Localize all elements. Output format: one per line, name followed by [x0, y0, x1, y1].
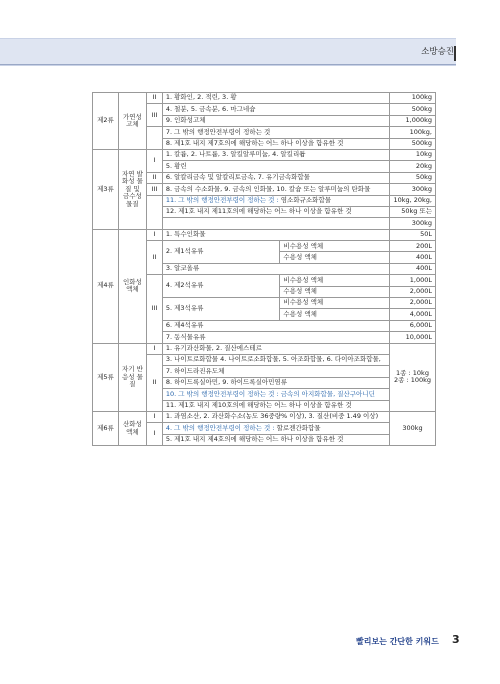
header-tick — [454, 46, 456, 61]
qty-cell: 10kg, 20kg, — [390, 195, 436, 206]
qty-line: 2종 : 100kg — [393, 376, 432, 385]
qty-cell: 200L — [390, 241, 436, 252]
items-cell: 7. 그 밖의 행정안전부령이 정하는 것 — [162, 127, 389, 138]
items-cell: 3. 나이트로화합물 4. 나이트로소화합물, 5. 아조화합물, 6. 다이아조화합물, — [162, 354, 389, 365]
header-divider — [0, 64, 456, 65]
grade-cell: II — [146, 93, 162, 104]
qty-cell: 300kg — [390, 411, 436, 445]
qty-cell: 50kg — [390, 172, 436, 183]
qty-cell: 500kg — [390, 138, 436, 149]
grade-cell: I — [146, 411, 162, 422]
page-number: 3 — [452, 633, 460, 646]
items-cell: 11. 제1호 내지 제10호의에 해당하는 어느 하나 이상을 함유한 것 — [162, 400, 389, 411]
items-cell: 3. 알코올류 — [162, 263, 389, 274]
class-cell: 제6류 — [93, 411, 119, 445]
grade-cell: I — [146, 423, 162, 446]
items-cell: 1. 과염소산, 2. 과산화수소(농도 36중량% 이상), 3. 질산(비중 1.49 이상) — [162, 411, 389, 422]
qty-cell: 10,000L — [390, 332, 436, 343]
grade-cell: III — [146, 275, 162, 343]
grade-cell: I — [146, 229, 162, 240]
qty-cell: 10kg — [390, 149, 436, 160]
qty-cell: 300kg — [390, 184, 436, 195]
items-cell: 1. 특수인화물 — [162, 229, 389, 240]
grade-cell: III — [146, 104, 162, 127]
sub-cell: 수용성 액체 — [280, 252, 390, 263]
qty-cell: 400L — [390, 252, 436, 263]
qty-cell: 50L — [390, 229, 436, 240]
qty-cell — [390, 343, 436, 411]
items-cell: 12. 제1호 내지 제11호의에 해당하는 어느 하나 이상을 함유한 것 — [162, 206, 389, 217]
items-cell: 8. 제1호 내지 제7호의에 해당하는 어느 하나 이상을 함유한 것 — [162, 138, 389, 149]
items-cell — [162, 423, 389, 434]
items-cell: 2. 제1석유류 — [162, 241, 280, 264]
class-cell: 제4류 — [93, 229, 119, 343]
grade-cell: I — [146, 149, 162, 172]
table-row — [93, 343, 436, 354]
items-cell: 1. 황화인, 2. 적린, 3. 황 — [162, 93, 389, 104]
items-cell: 5. 제3석유류 — [162, 298, 280, 321]
items-cell: 6. 알칼리금속 및 알칼리토금속, 7. 유기금속화합물 — [162, 172, 389, 183]
name-cell: 산화성 액체 — [118, 411, 146, 445]
qty-cell: 400L — [390, 263, 436, 274]
items-cell: 5. 제1호 내지 제4호의에 해당하는 어느 하나 이상을 함유한 것 — [162, 434, 389, 445]
grade-cell: III — [146, 184, 162, 195]
grade-cell: II — [146, 172, 162, 183]
table-row — [93, 149, 436, 160]
items-prefix: 11. 그 밖의 행정안전부령이 정하는 것 : — [165, 195, 281, 204]
qty-cell: 100kg, — [390, 127, 436, 138]
items-cell: 1. 유기과산화물, 2. 질산에스테르 — [162, 343, 389, 354]
items-cell: 7. 동식물유류 — [162, 332, 389, 343]
grade-cell — [146, 127, 162, 150]
qty-cell: 2,000L — [390, 286, 436, 297]
grade-cell: II — [146, 354, 162, 411]
qty-cell: 100kg — [390, 93, 436, 104]
qty-cell: 50kg 또는 — [390, 206, 436, 217]
name-cell: 가연성 고체 — [118, 93, 146, 150]
qty-cell: 1,000L — [390, 275, 436, 286]
class-cell: 제5류 — [93, 343, 119, 411]
name-cell: 자기 반응성 물질 — [118, 343, 146, 411]
class-cell: 제2류 — [93, 93, 119, 150]
grade-cell: II — [146, 241, 162, 275]
table-row — [93, 411, 436, 422]
class-cell: 제3류 — [93, 149, 119, 229]
qty-cell: 2,000L — [390, 298, 436, 309]
footer-title — [356, 636, 439, 647]
items-cell: 8. 하이드록실아민, 9. 하이드록실아민염류 — [162, 377, 389, 388]
items-cell: 9. 인화성고체 — [162, 115, 389, 126]
grade-cell: I — [146, 343, 162, 354]
items-emphasis: 할로젠간화합물 — [276, 423, 321, 432]
items-emphasis: 금속의 아지화합물, 질산구아니딘 — [280, 389, 375, 398]
hazard-table — [92, 92, 436, 446]
items-emphasis: 염소화규소화합물 — [280, 195, 331, 204]
name-cell: 인화성 액체 — [118, 229, 146, 343]
items-prefix: 4. 그 밖의 행정안전부령이 정하는 것 : — [165, 423, 277, 432]
qty-cell: 20kg — [390, 161, 436, 172]
items-cell — [162, 389, 389, 400]
items-cell: 1. 칼륨, 2. 나트륨, 3. 알킬알루미늄, 4. 알킬리튬 — [162, 149, 389, 160]
items-cell: 8. 금속의 수소화물, 9. 금속의 인화물, 10. 칼슘 또는 알루미늄의 탄화물 — [162, 184, 389, 195]
sub-cell: 비수용성 액체 — [280, 241, 390, 252]
items-cell — [162, 218, 389, 229]
sub-cell: 수용성 액체 — [280, 309, 390, 320]
sub-cell: 수용성 액체 — [280, 286, 390, 297]
header-label: 소방승진 — [421, 47, 454, 57]
qty-cell: 6,000L — [390, 320, 436, 331]
sub-cell: 비수용성 액체 — [280, 298, 390, 309]
sub-cell: 비수용성 액체 — [280, 275, 390, 286]
items-cell — [162, 195, 389, 206]
items-prefix: 10. 그 밖의 행정안전부령이 정하는 것 : — [165, 389, 281, 398]
items-cell: 4. 제2석유류 — [162, 275, 280, 298]
items-cell: 6. 제4석유류 — [162, 320, 389, 331]
qty-cell: 500kg — [390, 104, 436, 115]
table-row — [93, 93, 436, 104]
qty-cell: 4,000L — [390, 309, 436, 320]
footer-title-text: 빨리보는 간단한 키워드 — [356, 637, 439, 646]
grade-cell — [146, 195, 162, 229]
qty-cell: 300kg — [390, 218, 436, 229]
header-band — [0, 38, 456, 66]
items-cell: 5. 황린 — [162, 161, 389, 172]
items-cell: 4. 철분, 5. 금속분, 6. 마그네슘 — [162, 104, 389, 115]
qty-cell: 1,000kg — [390, 115, 436, 126]
qty-line: 1종 : 10kg — [396, 368, 429, 377]
items-cell: 7. 하이드라진유도체 — [162, 366, 389, 377]
name-cell: 자연 발화성 물질 및 금수성 물질 — [118, 149, 146, 229]
table-row — [93, 229, 436, 240]
